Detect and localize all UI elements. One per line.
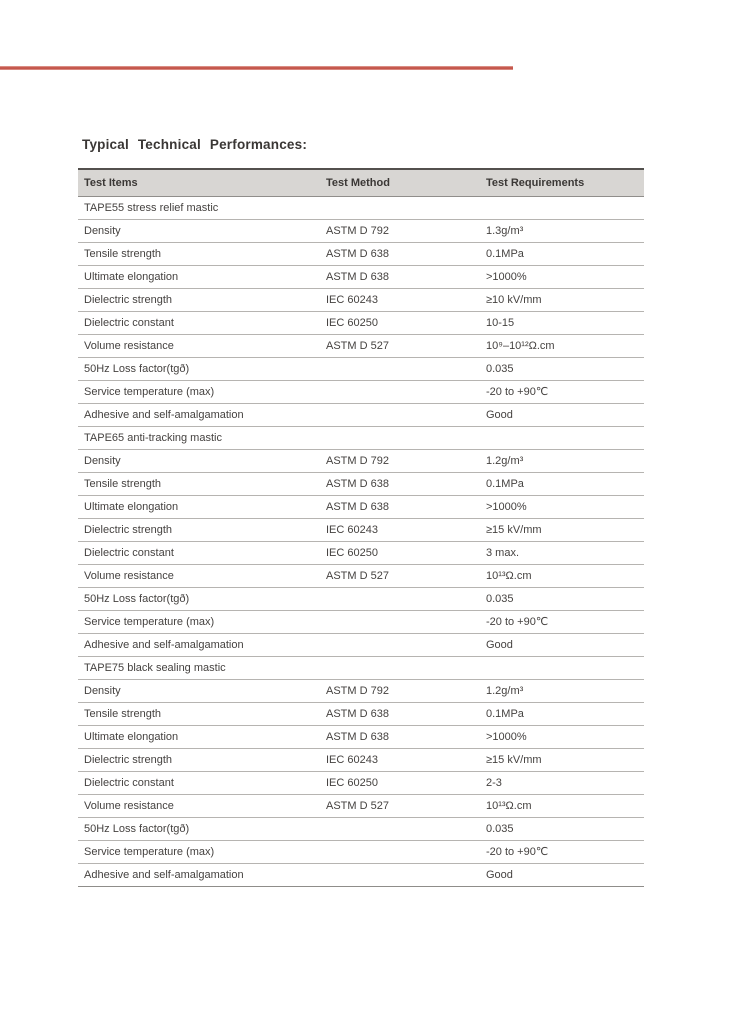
- table-row: [78, 334, 644, 357]
- cell-test-method: ASTM D 792: [320, 219, 480, 242]
- cell-test-method: [320, 610, 480, 633]
- cell-test-method: ASTM D 638: [320, 242, 480, 265]
- cell-test-method: ASTM D 527: [320, 334, 480, 357]
- cell-test-requirement: 2-3: [480, 771, 644, 794]
- cell-test-method: IEC 60250: [320, 541, 480, 564]
- cell-test-requirement: 0.035: [480, 587, 644, 610]
- cell-test-item: Adhesive and self-amalgamation: [78, 863, 320, 886]
- cell-test-requirement: 3 max.: [480, 541, 644, 564]
- cell-test-method: [320, 380, 480, 403]
- table-row: [78, 357, 644, 380]
- cell-test-item: Dielectric strength: [78, 748, 320, 771]
- table-row: [78, 725, 644, 748]
- cell-test-method: ASTM D 638: [320, 495, 480, 518]
- cell-test-method: [320, 357, 480, 380]
- table-row: [78, 817, 644, 840]
- cell-test-item: Adhesive and self-amalgamation: [78, 633, 320, 656]
- cell-test-item: Dielectric strength: [78, 518, 320, 541]
- table-row: [78, 702, 644, 725]
- cell-test-item: Dielectric constant: [78, 311, 320, 334]
- cell-test-method: ASTM D 638: [320, 725, 480, 748]
- cell-test-requirement: >1000%: [480, 265, 644, 288]
- cell-test-requirement: 10⁹–10¹²Ω.cm: [480, 334, 644, 357]
- cell-test-item: Tensile strength: [78, 242, 320, 265]
- cell-test-requirement: -20 to +90℃: [480, 840, 644, 863]
- section-title: TAPE65 anti-tracking mastic: [78, 426, 644, 449]
- table-row: [78, 564, 644, 587]
- table-row: [78, 863, 644, 886]
- accent-rule: [0, 66, 513, 70]
- cell-test-requirement: ≥15 kV/mm: [480, 518, 644, 541]
- cell-test-method: [320, 403, 480, 426]
- table-row: [78, 288, 644, 311]
- cell-test-method: IEC 60250: [320, 311, 480, 334]
- cell-test-requirement: 0.1MPa: [480, 472, 644, 495]
- header-test-items: Test Items: [78, 169, 320, 196]
- cell-test-method: [320, 863, 480, 886]
- cell-test-item: Tensile strength: [78, 702, 320, 725]
- cell-test-method: ASTM D 638: [320, 265, 480, 288]
- cell-test-requirement: -20 to +90℃: [480, 610, 644, 633]
- cell-test-item: Volume resistance: [78, 334, 320, 357]
- cell-test-requirement: 1.2g/m³: [480, 679, 644, 702]
- cell-test-item: Adhesive and self-amalgamation: [78, 403, 320, 426]
- cell-test-requirement: -20 to +90℃: [480, 380, 644, 403]
- cell-test-item: Service temperature (max): [78, 840, 320, 863]
- cell-test-requirement: >1000%: [480, 725, 644, 748]
- cell-test-item: Dielectric constant: [78, 771, 320, 794]
- cell-test-requirement: Good: [480, 633, 644, 656]
- section-row: [78, 196, 644, 219]
- section-title: TAPE55 stress relief mastic: [78, 196, 644, 219]
- table-row: [78, 219, 644, 242]
- cell-test-method: ASTM D 527: [320, 794, 480, 817]
- cell-test-requirement: 0.1MPa: [480, 702, 644, 725]
- cell-test-item: Density: [78, 449, 320, 472]
- header-test-requirements: Test Requirements: [480, 169, 644, 196]
- cell-test-requirement: 10-15: [480, 311, 644, 334]
- table-row: [78, 587, 644, 610]
- cell-test-requirement: 10¹³Ω.cm: [480, 564, 644, 587]
- cell-test-requirement: 10¹³Ω.cm: [480, 794, 644, 817]
- cell-test-method: [320, 587, 480, 610]
- table-row: [78, 794, 644, 817]
- performance-table: [78, 168, 644, 887]
- header-test-method: Test Method: [320, 169, 480, 196]
- cell-test-method: ASTM D 527: [320, 564, 480, 587]
- cell-test-item: Tensile strength: [78, 472, 320, 495]
- table-row: [78, 242, 644, 265]
- table-body: [78, 196, 644, 886]
- cell-test-requirement: >1000%: [480, 495, 644, 518]
- cell-test-method: IEC 60243: [320, 518, 480, 541]
- cell-test-item: 50Hz Loss factor(tgð): [78, 817, 320, 840]
- table-row: [78, 771, 644, 794]
- cell-test-method: IEC 60243: [320, 748, 480, 771]
- cell-test-item: Service temperature (max): [78, 380, 320, 403]
- cell-test-item: Volume resistance: [78, 794, 320, 817]
- cell-test-method: ASTM D 792: [320, 449, 480, 472]
- table-row: [78, 495, 644, 518]
- cell-test-item: Ultimate elongation: [78, 725, 320, 748]
- cell-test-item: Ultimate elongation: [78, 265, 320, 288]
- cell-test-requirement: 1.3g/m³: [480, 219, 644, 242]
- page-title: Typical Technical Performances:: [82, 137, 308, 152]
- table-row: [78, 633, 644, 656]
- table-row: [78, 403, 644, 426]
- cell-test-method: ASTM D 792: [320, 679, 480, 702]
- cell-test-method: IEC 60250: [320, 771, 480, 794]
- cell-test-item: Ultimate elongation: [78, 495, 320, 518]
- section-row: [78, 656, 644, 679]
- table-row: [78, 265, 644, 288]
- cell-test-item: Dielectric constant: [78, 541, 320, 564]
- cell-test-method: [320, 817, 480, 840]
- cell-test-method: [320, 840, 480, 863]
- cell-test-item: Density: [78, 679, 320, 702]
- section-row: [78, 426, 644, 449]
- table-row: [78, 610, 644, 633]
- cell-test-requirement: Good: [480, 403, 644, 426]
- table-row: [78, 840, 644, 863]
- table-row: [78, 311, 644, 334]
- cell-test-method: [320, 633, 480, 656]
- cell-test-requirement: ≥15 kV/mm: [480, 748, 644, 771]
- cell-test-requirement: 1.2g/m³: [480, 449, 644, 472]
- performance-table-container: [78, 168, 644, 887]
- table-row: [78, 380, 644, 403]
- cell-test-requirement: Good: [480, 863, 644, 886]
- cell-test-method: ASTM D 638: [320, 702, 480, 725]
- table-row: [78, 472, 644, 495]
- cell-test-requirement: 0.035: [480, 817, 644, 840]
- table-row: [78, 449, 644, 472]
- table-row: [78, 748, 644, 771]
- header-row: [78, 169, 644, 196]
- section-title: TAPE75 black sealing mastic: [78, 656, 644, 679]
- cell-test-item: Dielectric strength: [78, 288, 320, 311]
- cell-test-item: 50Hz Loss factor(tgð): [78, 587, 320, 610]
- cell-test-item: Density: [78, 219, 320, 242]
- cell-test-method: ASTM D 638: [320, 472, 480, 495]
- cell-test-item: Volume resistance: [78, 564, 320, 587]
- table-header: [78, 169, 644, 196]
- table-row: [78, 679, 644, 702]
- table-row: [78, 518, 644, 541]
- cell-test-requirement: 0.035: [480, 357, 644, 380]
- cell-test-method: IEC 60243: [320, 288, 480, 311]
- cell-test-requirement: 0.1MPa: [480, 242, 644, 265]
- table-row: [78, 541, 644, 564]
- cell-test-item: Service temperature (max): [78, 610, 320, 633]
- cell-test-item: 50Hz Loss factor(tgð): [78, 357, 320, 380]
- cell-test-requirement: ≥10 kV/mm: [480, 288, 644, 311]
